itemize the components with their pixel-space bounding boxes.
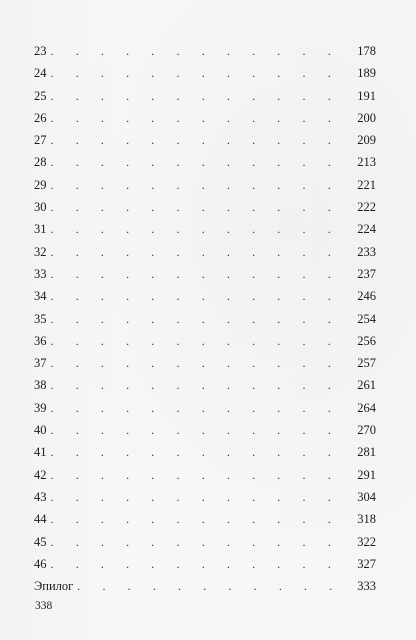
dot-leader bbox=[51, 174, 354, 196]
dot-leader bbox=[51, 129, 354, 151]
toc-entry-label: 40 bbox=[34, 423, 47, 438]
toc-entry bbox=[34, 196, 376, 218]
toc-entry-label: 39 bbox=[34, 400, 47, 415]
toc-entry bbox=[34, 308, 376, 330]
toc-entry-label: 34 bbox=[34, 289, 47, 304]
toc-entry bbox=[34, 129, 376, 151]
toc-entry bbox=[34, 285, 376, 307]
toc-entry-label: 35 bbox=[34, 311, 47, 326]
toc-entry bbox=[34, 330, 376, 352]
page-number: 338 bbox=[35, 600, 53, 612]
toc-entry-label: 27 bbox=[34, 133, 47, 148]
toc-entry bbox=[34, 419, 376, 441]
dot-leader bbox=[51, 553, 354, 575]
dot-leader bbox=[51, 241, 354, 263]
toc-entry-label: 23 bbox=[34, 44, 47, 58]
toc-entry-label: 30 bbox=[34, 200, 47, 215]
toc-entry bbox=[34, 531, 376, 553]
toc-entry-page: 178 bbox=[357, 44, 376, 58]
dot-leader bbox=[51, 85, 354, 107]
toc-entry-page: 233 bbox=[357, 244, 376, 259]
toc-entry-page: 254 bbox=[357, 311, 376, 326]
toc-entry-page: 221 bbox=[357, 177, 376, 192]
dot-leader bbox=[51, 531, 354, 553]
dot-leader bbox=[51, 62, 354, 84]
toc-entry-label: 46 bbox=[34, 556, 47, 571]
toc-entry-page: 213 bbox=[357, 155, 376, 170]
toc-entry-page: 191 bbox=[357, 88, 376, 103]
toc-entry-page: 261 bbox=[357, 378, 376, 393]
toc-entry bbox=[34, 85, 376, 107]
toc-entry bbox=[34, 218, 376, 240]
dot-leader bbox=[51, 196, 354, 218]
dot-leader bbox=[51, 40, 354, 62]
dot-leader bbox=[51, 352, 354, 374]
dot-leader bbox=[51, 285, 354, 307]
toc-entry-label: 24 bbox=[34, 66, 47, 81]
dot-leader bbox=[51, 263, 354, 285]
toc-entry bbox=[34, 241, 376, 263]
toc-entry bbox=[34, 62, 376, 84]
toc-entry-page: 189 bbox=[357, 66, 376, 81]
dot-leader bbox=[51, 151, 354, 173]
toc-entry-page: 281 bbox=[357, 445, 376, 460]
toc-entry-page: 322 bbox=[357, 534, 376, 549]
toc-entry-page: 209 bbox=[357, 133, 376, 148]
toc-entry-page: 222 bbox=[357, 200, 376, 215]
toc-entry bbox=[34, 151, 376, 173]
toc-entry-page: 257 bbox=[357, 356, 376, 371]
toc-entry-label: 36 bbox=[34, 333, 47, 348]
toc-entry bbox=[34, 508, 376, 530]
toc-entry-page: 264 bbox=[357, 400, 376, 415]
toc-entry-page: 224 bbox=[357, 222, 376, 237]
table-of-contents bbox=[34, 40, 376, 597]
toc-entry-label: 31 bbox=[34, 222, 47, 237]
toc-entry-label: Эпилог bbox=[34, 579, 74, 594]
toc-entry-page: 237 bbox=[357, 266, 376, 281]
toc-entry bbox=[34, 464, 376, 486]
dot-leader bbox=[51, 464, 354, 486]
toc-entry-label: 32 bbox=[34, 244, 47, 259]
toc-entry bbox=[34, 486, 376, 508]
dot-leader bbox=[51, 308, 354, 330]
toc-entry-page: 327 bbox=[357, 556, 376, 571]
toc-entry-page: 256 bbox=[357, 333, 376, 348]
toc-entry-label: 44 bbox=[34, 512, 47, 527]
dot-leader bbox=[51, 397, 354, 419]
toc-entry-label: 42 bbox=[34, 467, 47, 482]
toc-entry bbox=[34, 441, 376, 463]
dot-leader bbox=[51, 330, 354, 352]
toc-entry bbox=[34, 352, 376, 374]
toc-entry-label: 28 bbox=[34, 155, 47, 170]
dot-leader bbox=[51, 374, 354, 396]
toc-entry bbox=[34, 40, 376, 62]
toc-entry-label: 38 bbox=[34, 378, 47, 393]
toc-entry bbox=[34, 174, 376, 196]
dot-leader bbox=[51, 107, 354, 129]
toc-entry bbox=[34, 575, 376, 597]
toc-entry-page: 318 bbox=[357, 512, 376, 527]
toc-entry-page: 333 bbox=[357, 579, 376, 594]
toc-entry-label: 43 bbox=[34, 489, 47, 504]
dot-leader bbox=[77, 575, 353, 597]
toc-entry-page: 270 bbox=[357, 423, 376, 438]
toc-entry bbox=[34, 397, 376, 419]
dot-leader bbox=[51, 419, 354, 441]
dot-leader bbox=[51, 218, 354, 240]
toc-entry bbox=[34, 263, 376, 285]
toc-entry-label: 29 bbox=[34, 177, 47, 192]
dot-leader bbox=[51, 486, 354, 508]
toc-entry-page: 304 bbox=[357, 489, 376, 504]
dot-leader bbox=[51, 441, 354, 463]
toc-entry bbox=[34, 553, 376, 575]
toc-entry-label: 25 bbox=[34, 88, 47, 103]
toc-entry-label: 26 bbox=[34, 110, 47, 125]
toc-entry-page: 291 bbox=[357, 467, 376, 482]
toc-entry-label: 37 bbox=[34, 356, 47, 371]
toc-entry-label: 45 bbox=[34, 534, 47, 549]
toc-entry bbox=[34, 374, 376, 396]
toc-entry-label: 33 bbox=[34, 266, 47, 281]
toc-entry-page: 246 bbox=[357, 289, 376, 304]
toc-entry bbox=[34, 107, 376, 129]
dot-leader bbox=[51, 508, 354, 530]
toc-entry-page: 200 bbox=[357, 110, 376, 125]
toc-entry-label: 41 bbox=[34, 445, 47, 460]
